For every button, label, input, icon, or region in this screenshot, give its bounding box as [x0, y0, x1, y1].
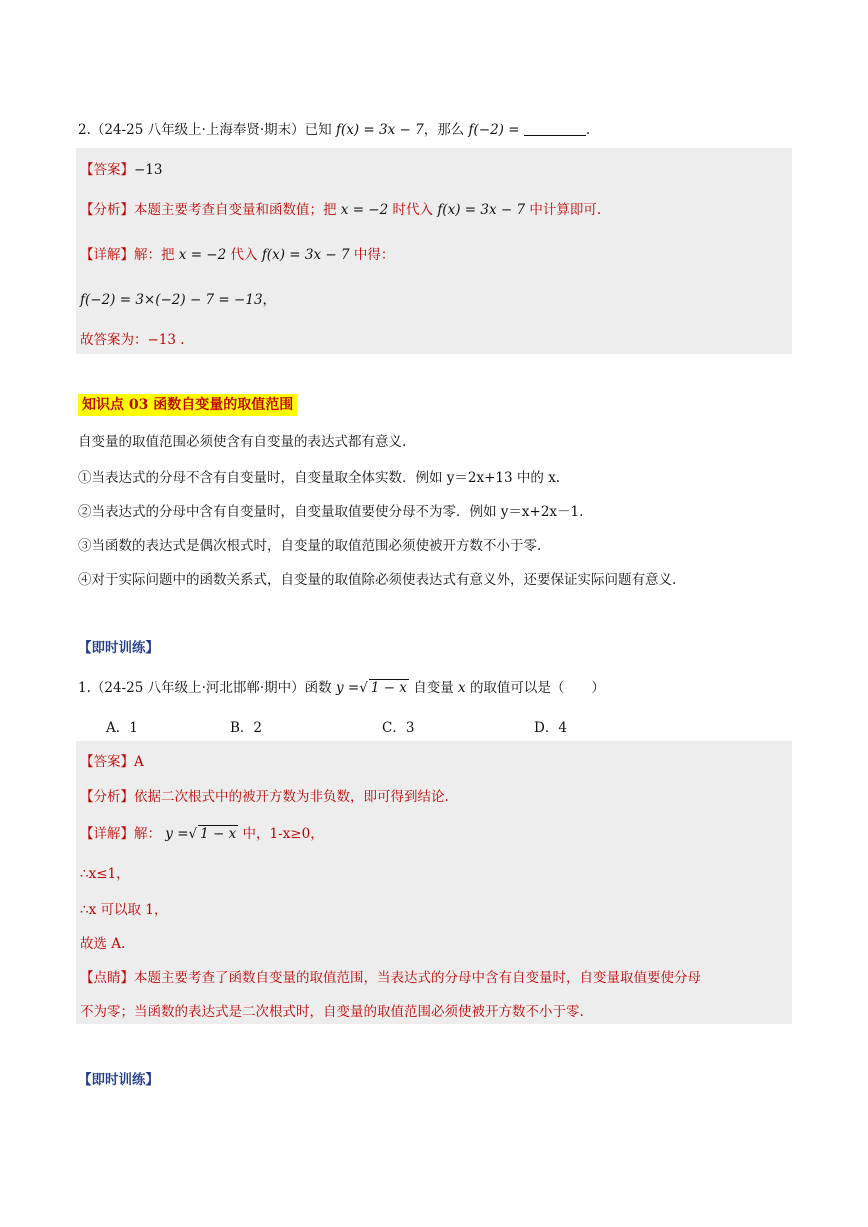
detail-radicand: 1 − x — [200, 826, 237, 842]
detail-function: f(x) = 3x − 7 — [261, 247, 350, 263]
step-3: 故选 A. — [80, 936, 126, 952]
detail-post: 中，1-x≥0， — [242, 826, 324, 842]
step-2: ∴x 可以取 1， — [80, 902, 168, 918]
answer-value: A — [134, 754, 144, 770]
detail-line-1 — [80, 822, 324, 842]
practice-question-1 — [78, 676, 605, 696]
practice-question-prefix: 1.（24-25 八年级上·河北邯郸·期中）函数 — [78, 680, 332, 696]
option-b[interactable]: B．2 — [230, 720, 263, 736]
analysis-tag: 【分析】 — [80, 202, 134, 218]
answer-tag: 【答案】 — [80, 754, 134, 770]
detail-mid: 代入 — [230, 247, 258, 263]
question-2-ask: f(−2) = — [468, 122, 520, 138]
practice-question-radicand: 1 − x — [370, 680, 407, 696]
analysis-line-2 — [80, 198, 601, 218]
practice-heading-2: 【即时训练】 — [78, 1072, 159, 1088]
analysis-function: f(x) = 3x − 7 — [437, 202, 526, 218]
answer-line-2 — [80, 158, 163, 178]
detail-line-2 — [80, 243, 394, 263]
detail-x: x = −2 — [178, 247, 227, 263]
practice-heading-1: 【即时训练】 — [78, 640, 159, 656]
kp-rule-2: ②当表达式的分母中含有自变量时，自变量取值要使分母不为零．例如 y＝x+2x－1. — [78, 504, 584, 520]
question-2-prefix: 2.（24-25 八年级上·上海奉贤·期末）已知 — [78, 122, 332, 138]
kp-intro: 自变量的取值范围必须使含有自变量的表达式都有意义. — [78, 434, 407, 450]
calculation-end: ， — [262, 292, 277, 308]
answer-blank — [524, 121, 586, 136]
question-2-suffix: . — [585, 122, 591, 138]
answer-value: −13 — [134, 162, 163, 178]
detail-tag: 【详解】 — [80, 826, 134, 842]
detail-y: y = — [165, 826, 189, 842]
question-2 — [78, 118, 590, 138]
answer-line-1 — [80, 750, 144, 770]
analysis-text: 依据二次根式中的被开方数为非负数，即可得到结论. — [134, 789, 449, 805]
kp-rule-1: ①当表达式的分母不含有自变量时，自变量取全体实数．例如 y＝2x+13 中的 x. — [78, 470, 561, 486]
practice-question-x: x — [458, 680, 466, 696]
question-2-mid: ，那么 — [423, 122, 465, 138]
analysis-tag: 【分析】 — [80, 789, 134, 805]
detail-pre: 解：把 — [134, 247, 175, 263]
calculation-line — [80, 288, 276, 308]
analysis-pre: 本题主要考查自变量和函数值；把 — [134, 202, 337, 218]
detail-pre: 解： — [134, 826, 161, 842]
practice-question-end: 的取值可以是（ ） — [469, 680, 605, 696]
note-line-2: 不为零；当函数的表达式是二次根式时，自变量的取值范围必须使被开方数不小于零. — [80, 1004, 584, 1020]
analysis-mid: 时代入 — [392, 202, 434, 218]
knowledge-point-title: 知识点 03 函数自变量的取值范围 — [78, 394, 297, 416]
option-d[interactable]: D．4 — [534, 720, 567, 736]
calculation: f(−2) = 3×(−2) − 7 = −13 — [80, 292, 263, 308]
detail-tag: 【详解】 — [80, 247, 134, 263]
kp-rule-3: ③当函数的表达式是偶次根式时，自变量的取值范围必须使被开方数不小于零. — [78, 538, 542, 554]
practice-question-post: 自变量 — [413, 680, 454, 696]
analysis-line-1 — [80, 785, 449, 805]
practice-question-y: y = — [335, 680, 360, 696]
option-c[interactable]: C．3 — [382, 720, 415, 736]
note-tag: 【点睛】 — [80, 970, 134, 986]
option-a[interactable]: A．1 — [106, 720, 138, 736]
analysis-x: x = −2 — [340, 202, 389, 218]
step-1: ∴x≤1， — [80, 866, 130, 882]
kp-rule-4: ④对于实际问题中的函数关系式，自变量的取值除必须使表达式有意义外，还要保证实际问题有意义. — [78, 572, 677, 588]
note-line-1 — [80, 966, 701, 986]
analysis-post: 中计算即可. — [529, 202, 602, 218]
answer-tag: 【答案】 — [80, 162, 134, 178]
detail-post: 中得： — [353, 247, 395, 263]
radical-sign: √ — [188, 826, 198, 842]
note-text-1: 本题主要考查了函数自变量的取值范围，当表达式的分母中含有自变量时，自变量取值要使分母 — [134, 970, 701, 986]
conclusion-line-2: 故答案为：−13 . — [80, 332, 185, 348]
radical-sign: √ — [359, 680, 368, 696]
question-2-function: f(x) = 3x − 7 — [335, 122, 424, 138]
